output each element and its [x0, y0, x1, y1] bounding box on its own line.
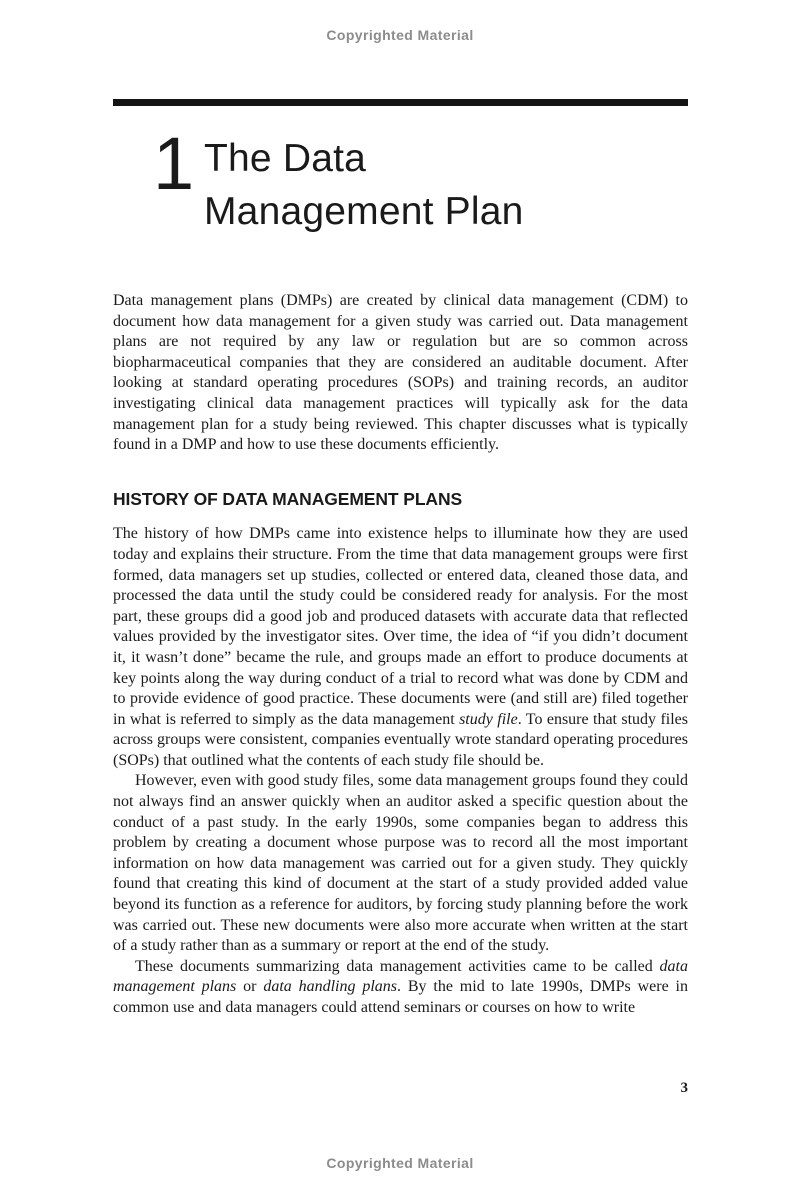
chapter-title — [204, 132, 524, 238]
chapter-rule — [113, 99, 688, 106]
page-number: 3 — [680, 1080, 688, 1096]
body-text-column — [113, 291, 688, 1019]
history-paragraph-3: These documents summarizing data management activities came to be called data management plans or data handling plans. By the mid to late 1990s, DMPs were in common use and data managers could attend seminars or courses on how to write — [113, 957, 688, 1016]
history-paragraph-1: The history of how DMPs came into existence helps to illuminate how they are used today and explains their structure. From the time that data management groups were first formed, data managers set up studies, collected or entered data, cleaned those data, and processed the data until the study could be considered ready for analysis. For the most part, these groups did a good job and produced datasets with accurate data that reflected values provided by the investigator sites. Over time, the idea of “if you didn’t document it, it wasn’t done” became the rule, and groups made an effort to produce documents at key points along the way during conduct of a trial to record what was done by CDM and to provide evidence of good practice. These documents were (and still are) filed together in what is referred to simply as the data management study file. To ensure that study files across groups were consistent, companies eventually wrote standard operating procedures (SOPs) that outlined what the contents of each study file should be. — [113, 525, 689, 769]
copyright-notice-top: Copyrighted Material — [326, 27, 474, 43]
copyright-notice-bottom: Copyrighted Material — [326, 1155, 474, 1171]
chapter-title-line-2: Management Plan — [204, 190, 524, 233]
intro-paragraph: Data management plans (DMPs) are created by clinical data management (CDM) to document how data management for a given study was carried out. Data management plans are not required by any law or regulation but are so common across biopharmaceutical companies that they are considered an auditable document. After looking at standard operating procedures (SOPs) and training records, an auditor investigating clinical data management practices will typically ask for the data management plan for a study being reviewed. This chapter discusses what is typically found in a DMP and how to use these documents efficiently. — [113, 292, 688, 454]
chapter-number: 1 — [153, 122, 195, 205]
chapter-title-line-1: The Data — [204, 137, 367, 180]
section-heading: HISTORY OF DATA MANAGEMENT PLANS — [113, 488, 463, 509]
history-paragraph-2: However, even with good study files, some data management groups found they could not always find an answer quickly when an auditor asked a specific question about the conduct of a past study. In the early 1990s, some companies began to address this problem by creating a document whose purpose was to record all the most important information on how data management was carried out for a given study. They quickly found that creating this kind of document at the start of a study provided added value beyond its function as a reference for auditors, by forcing study planning before the work was carried out. These new documents were also more accurate when written at the start of a study rather than as a summary or report at the end of the study. — [113, 772, 689, 955]
